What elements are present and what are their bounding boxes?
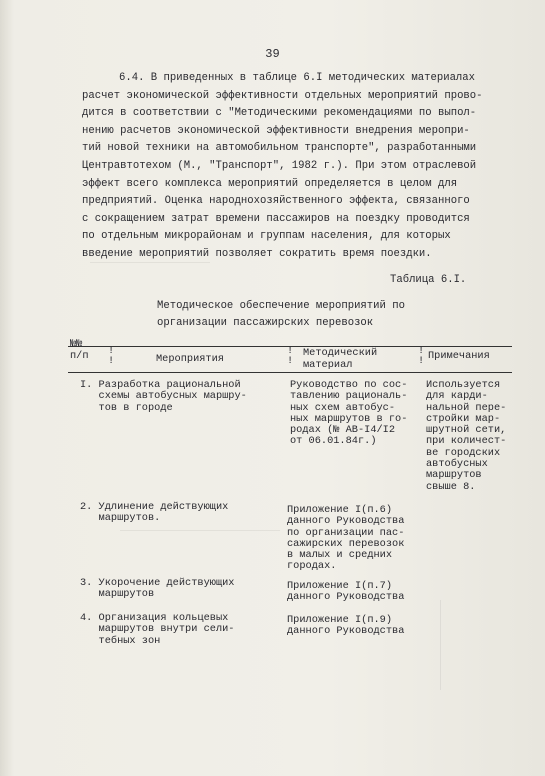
table-header-rule xyxy=(68,372,512,373)
cell-line: тебных зон xyxy=(80,634,161,647)
paragraph-line: с сокращением затрат времени пассажиров на поездку проводится xyxy=(82,212,470,225)
table-title xyxy=(157,298,457,332)
cell-line: данного Руководства xyxy=(287,515,405,528)
bleed-through-mark xyxy=(440,600,531,690)
cell-line: нальной пере- xyxy=(426,401,507,414)
cell-line: маршрутов внутри сели- xyxy=(80,623,235,636)
cell-line: 3. Укорочение действующих xyxy=(80,577,235,589)
cell-line: Приложение I(п.9) xyxy=(287,614,393,626)
cell-line: Руководство по сос- xyxy=(290,379,408,391)
header-num-line: п/п xyxy=(70,350,89,362)
cell-line: свыше 8. xyxy=(426,480,476,493)
cell-line: тов в городе xyxy=(80,401,173,414)
cell-line: Приложение I(п.6) xyxy=(287,504,393,516)
cell-line: ных схем автобус- xyxy=(290,401,396,414)
cell-line: сажирских перевозок xyxy=(287,537,405,550)
column-separator: ! ! xyxy=(287,345,294,367)
cell-line: Приложение I(п.7) xyxy=(287,580,393,592)
column-separator: ! ! xyxy=(418,345,425,367)
cell-line: стройки мар- xyxy=(426,412,501,425)
cell-line: родах (№ АВ-I4/I2 xyxy=(290,424,396,437)
cell-line: шрутной сети, xyxy=(426,424,507,437)
cell-line: ве городских xyxy=(426,446,501,459)
cell-line: тавлению рациональ- xyxy=(290,390,408,403)
cell-line: данного Руководства xyxy=(287,625,405,638)
cell-line: для карди- xyxy=(426,390,488,403)
table-row-measure xyxy=(80,613,234,647)
header-measures: Мероприятия xyxy=(156,353,224,365)
paragraph-line: тий новой техники на автомобильном транспорте", разработанными xyxy=(82,142,477,155)
paragraph-line: введение мероприятий позволяет сократить время поездки. xyxy=(82,247,432,260)
cell-line: маршрутов xyxy=(80,588,155,601)
paragraph-line: 6.4. В приведенных в таблице 6.I методических материалах xyxy=(119,72,476,84)
cell-line: маршрутов. xyxy=(80,512,161,525)
cell-line: маршрутов xyxy=(426,469,482,482)
table-title-line: организации пассажирских перевозок xyxy=(157,317,374,329)
cell-line: автобусных xyxy=(426,458,488,471)
column-separator: ! ! xyxy=(108,345,115,367)
table-row-material xyxy=(287,505,404,573)
header-material-line: материал xyxy=(303,359,353,371)
paragraph-line: Центравтотехом (М., "Транспорт", 1982 г.). При этом отраслевой xyxy=(82,159,477,172)
header-num-line: №№ xyxy=(70,338,83,350)
cell-line: Используется xyxy=(426,379,501,391)
paragraph-line: предприятий. Оценка народнохозяйственного эффекта, связанного xyxy=(82,195,470,208)
cell-line: ных маршрутов в го- xyxy=(290,412,408,425)
paragraph-line: по отдельным микрорайонам и группам населения, для которых xyxy=(82,230,451,243)
table-row-measure xyxy=(80,578,234,601)
table-title-line: Методическое обеспечение мероприятий по xyxy=(157,300,405,312)
table-row-measure xyxy=(80,380,247,414)
cell-line: по организации пас- xyxy=(287,526,405,539)
table-caption: Таблица 6.I. xyxy=(390,274,467,286)
cell-line: 2. Удлинение действующих xyxy=(80,501,229,513)
cell-line: 4. Организация кольцевых xyxy=(80,612,229,624)
table-row-material xyxy=(287,615,404,638)
table-row-material xyxy=(287,581,404,604)
cell-line: схемы автобусных маршру- xyxy=(80,390,247,403)
paragraph-line: эффект всего комплекса мероприятий определяется в целом для xyxy=(82,177,458,190)
header-num xyxy=(70,338,89,362)
table-row-material xyxy=(290,380,407,448)
header-notes: Примечания xyxy=(428,350,490,362)
cell-line: от 06.01.84г.) xyxy=(290,435,377,448)
page-number: 39 xyxy=(265,47,280,61)
cell-line: городах. xyxy=(287,560,337,573)
cell-line: I. Разработка рациональной xyxy=(80,379,241,391)
body-paragraph xyxy=(82,70,512,264)
cell-line: данного Руководства xyxy=(287,591,405,604)
cell-line: при количест- xyxy=(426,435,507,448)
paragraph-line: расчет экономической эффективности отдельных мероприятий прово- xyxy=(82,89,483,102)
cell-line: в малых и средних xyxy=(287,549,393,562)
paragraph-line: нению расчетов экономической эффективности внедрения меропри- xyxy=(82,124,470,137)
header-material-line: Методический xyxy=(303,347,378,359)
paragraph-line: дится в соответствии с "Методическими рекомендациями по выпол- xyxy=(82,107,477,120)
table-row-measure xyxy=(80,502,228,525)
table-row-notes xyxy=(426,380,506,493)
header-material xyxy=(303,347,377,371)
